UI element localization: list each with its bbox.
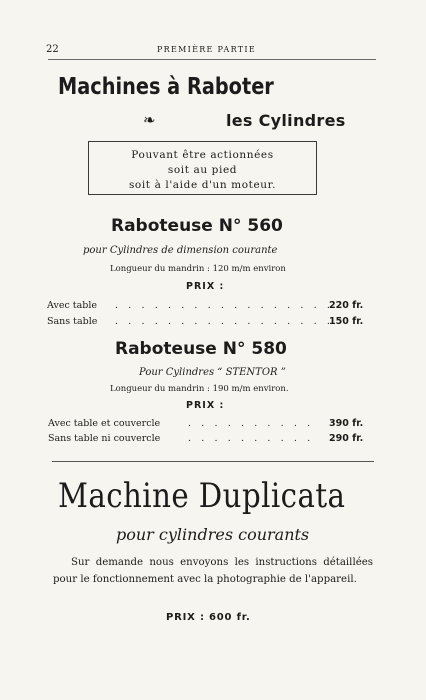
duplicata-title: Machine Duplicata <box>58 476 346 516</box>
duplicata-paragraph <box>53 554 373 588</box>
model-580-description: Pour Cylindres “ STENTOR ” <box>139 367 286 378</box>
price-value: 390 fr. <box>329 418 364 429</box>
leader-dots: . . . . . . . . . . <box>188 418 314 429</box>
model-560-description: pour Cylindres de dimension courante <box>83 245 278 256</box>
header-rule <box>48 59 376 60</box>
section-divider <box>52 461 374 462</box>
price-value: 150 fr. <box>329 316 364 327</box>
fleuron-ornament-icon: ❧ <box>143 111 156 129</box>
model-580-spec: Longueur du mandrin : 190 m/m environ. <box>110 384 289 394</box>
price-row <box>47 316 373 328</box>
leader-dots: . . . . . . . . . . <box>188 433 314 444</box>
boxed-note <box>88 141 317 195</box>
section-subtitle: les Cylindres <box>226 111 346 130</box>
duplicata-subtitle: pour cylindres courants <box>116 525 310 544</box>
price-row-label: Sans table ni couvercle <box>48 433 161 444</box>
price-row-label: Sans table <box>47 316 98 327</box>
note-line: soit à l'aide d'un moteur. <box>128 179 277 191</box>
price-row-label: Avec table et couvercle <box>48 418 161 429</box>
leader-dots: . . . . . . . . . . . . . . . . . <box>115 316 334 327</box>
section-title: Machines à Raboter <box>58 74 274 100</box>
price-row <box>48 433 374 445</box>
price-row-label: Avec table <box>47 300 98 311</box>
page-number: 22 <box>46 44 59 55</box>
price-row <box>48 418 374 430</box>
running-head: PREMIÈRE PARTIE <box>157 45 256 54</box>
leader-dots: . . . . . . . . . . . . . . . . . <box>115 300 334 311</box>
duplicata-price: PRIX : 600 fr. <box>166 612 251 623</box>
model-560-title: Raboteuse N° 560 <box>111 216 283 236</box>
model-560-spec: Longueur du mandrin : 120 m/m environ <box>110 264 286 274</box>
price-row <box>47 300 373 312</box>
price-value: 220 fr. <box>329 300 364 311</box>
note-line: Pouvant être actionnées <box>131 149 274 161</box>
note-line: soit au pied <box>167 164 238 176</box>
model-560-prix-label: PRIX : <box>186 281 225 292</box>
price-value: 290 fr. <box>329 433 364 444</box>
model-580-title: Raboteuse N° 580 <box>115 339 287 359</box>
paragraph-text: Sur demande nous envoyons les instructions détaillées pour le fonctionnement avec la photographie de l'appareil. <box>53 557 373 585</box>
model-580-prix-label: PRIX : <box>186 400 225 411</box>
